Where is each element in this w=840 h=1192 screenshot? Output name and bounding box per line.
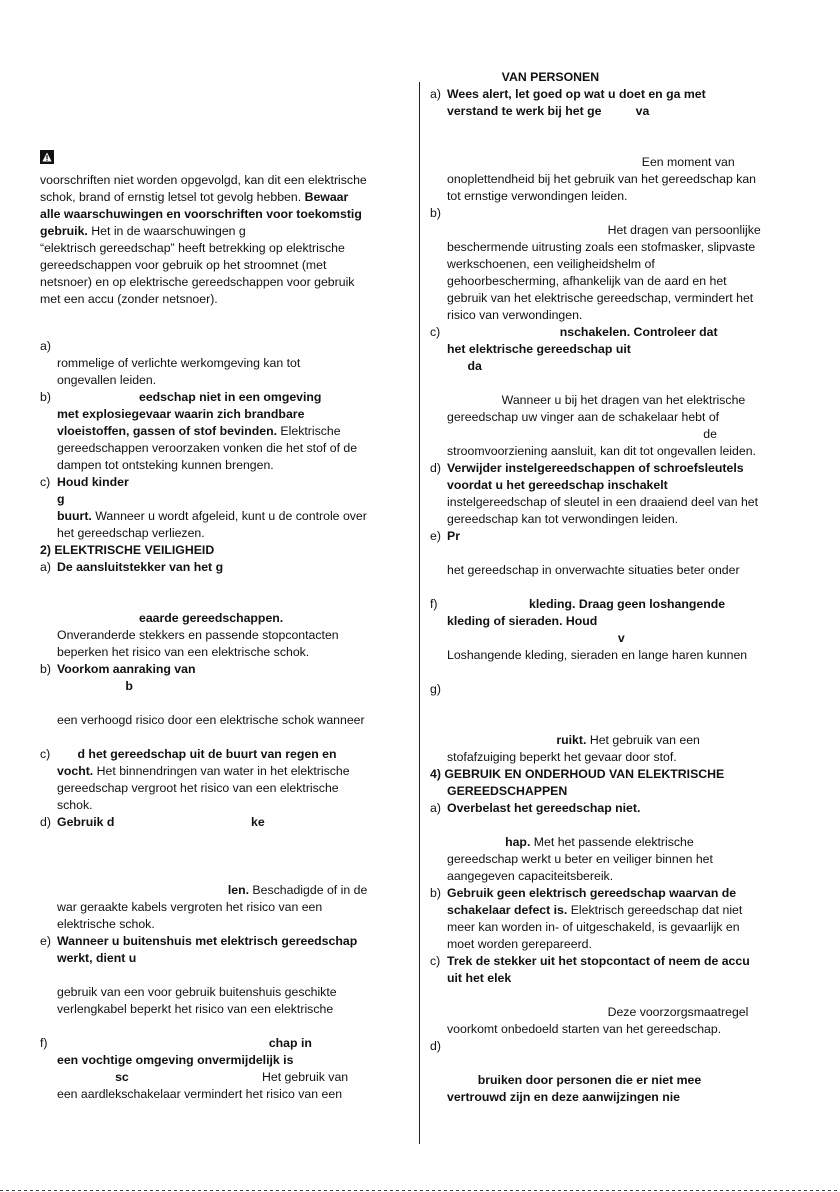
text-line <box>447 494 758 511</box>
body-text: onoplettendheid bij het gebruik van het gereedschap kan <box>447 172 757 186</box>
text-line <box>40 746 337 763</box>
text-line <box>447 1072 701 1089</box>
text-line <box>57 678 133 695</box>
text-line <box>447 868 613 885</box>
body-text: meer kan worden in- of uitgeschakeld, is gevaarlijk en <box>447 920 740 934</box>
body-text: Elektrische <box>277 424 341 438</box>
body-text: elektrische schok. <box>57 917 155 931</box>
text-line <box>430 324 718 341</box>
text-line <box>40 274 354 291</box>
body-text: Loshangende kleding, sieraden en lange haren kunnen <box>447 648 748 662</box>
bold-text: nschakelen. Controleer dat <box>447 325 718 339</box>
text-line <box>447 936 592 953</box>
warning-triangle-icon <box>42 152 52 162</box>
body-text: rommelige of verlichte werkomgeving kan tot <box>57 356 301 370</box>
text-line <box>57 797 93 814</box>
text-line <box>57 525 205 542</box>
text-line <box>447 341 631 358</box>
bold-text: d het gereedschap uit de buurt van regen en <box>57 747 337 761</box>
body-text: gereedschap vergroot het risico van een elektrische <box>57 781 339 795</box>
text-line <box>40 189 348 206</box>
bold-text: voordat u het gereedschap inschakelt <box>447 478 668 492</box>
text-line <box>447 426 717 443</box>
body-text: een aardlekschakelaar vermindert het risico van een <box>57 1087 343 1101</box>
text-line <box>57 491 65 508</box>
item-label: a) <box>430 801 441 815</box>
text-line <box>40 661 196 678</box>
body-text: ongevallen leiden. <box>57 373 157 387</box>
text-line <box>57 984 337 1001</box>
body-text: netsnoer) en op elektrische gereedschappen voor gebruik <box>40 275 355 289</box>
page-bottom-edge <box>0 1190 840 1191</box>
body-text: gereedschappen veroorzaken vonken die het stof of de <box>57 441 358 455</box>
body-text: gehoorbescherming, afhankelijk van de aard en het <box>447 274 727 288</box>
text-line <box>447 562 740 579</box>
body-text: gereedschap uw vinger aan de schakelaar hebt of <box>447 410 720 424</box>
body-text: Het in de waarschuwingen g <box>87 224 246 238</box>
warning-icon <box>40 150 54 164</box>
text-line <box>447 1004 748 1021</box>
bold-text: buurt. <box>57 509 92 523</box>
text-line <box>57 1069 348 1086</box>
text-line <box>447 256 655 273</box>
text-line <box>57 610 283 627</box>
text-line <box>447 613 597 630</box>
text-line <box>430 885 737 902</box>
bold-text: 4) GEBRUIK EN ONDERHOUD VAN ELEKTRISCHE <box>430 767 725 781</box>
text-line <box>447 1089 680 1106</box>
bold-text: eedschap niet in een omgeving <box>57 390 322 404</box>
text-line <box>57 1052 293 1069</box>
bold-text: Trek de stekker uit het stopcontact of neem de accu <box>447 954 750 968</box>
body-text: schok. <box>57 798 93 812</box>
body-text: dampen tot ontsteking kunnen brengen. <box>57 458 274 472</box>
item-label: c) <box>430 954 441 968</box>
bold-text: kleding of sieraden. Houd <box>447 614 598 628</box>
text-line <box>430 460 744 477</box>
bold-text: vertrouwd zijn en deze aanwijzingen nie <box>447 1090 680 1104</box>
item-label: e) <box>40 934 51 948</box>
item-label: a) <box>40 560 51 574</box>
bold-text: vocht. <box>57 764 94 778</box>
item-label: f) <box>40 1036 48 1050</box>
bold-text: uit het elek <box>447 971 512 985</box>
text-line <box>447 239 755 256</box>
body-text: Het dragen van persoonlijke <box>447 223 761 237</box>
text-line <box>447 358 482 375</box>
bold-text: da <box>447 359 482 373</box>
bold-text: Overbelast het gereedschap niet. <box>447 801 641 815</box>
item-label: b) <box>40 662 51 676</box>
text-line <box>430 528 460 545</box>
body-text: beperken het risico van een elektrische schok. <box>57 645 310 659</box>
bold-text: met explosiegevaar waarin zich brandbare <box>57 407 305 421</box>
text-line <box>40 474 129 491</box>
text-line <box>40 206 362 223</box>
text-line <box>447 188 627 205</box>
body-text: Het binnendringen van water in het elektrische <box>93 764 350 778</box>
text-line <box>447 511 678 528</box>
body-text: instelgereedschap of sleutel in een draaiend deel van het <box>447 495 759 509</box>
body-text: moet worden gerepareerd. <box>447 937 592 951</box>
body-text: gereedschappen voor gebruik op het stroomnet (met <box>40 258 327 272</box>
text-line <box>447 783 567 800</box>
body-text: Beschadigde of in de <box>249 883 368 897</box>
body-text: verlengkabel beperkt het risico van een elektrische <box>57 1002 334 1016</box>
body-text: aangegeven capaciteitsbereik. <box>447 869 614 883</box>
text-line <box>57 712 365 729</box>
body-text: schok, brand of ernstig letsel tot gevolg hebben. <box>40 190 305 204</box>
item-label: b) <box>430 886 441 900</box>
text-line <box>447 732 700 749</box>
body-text: war geraakte kabels vergroten het risico van een <box>57 900 323 914</box>
text-line <box>40 933 358 950</box>
text-line <box>447 154 735 171</box>
text-line <box>430 86 706 103</box>
text-line <box>447 392 745 409</box>
column-divider <box>419 82 420 1144</box>
item-label: b) <box>430 206 441 220</box>
body-text: Deze voorzorgsmaatregel <box>447 1005 749 1019</box>
text-line <box>40 389 322 406</box>
body-text: met een accu (zonder netsnoer). <box>40 292 218 306</box>
item-label: g) <box>430 682 441 696</box>
item-label: a) <box>430 87 441 101</box>
bold-text: ruikt. <box>447 733 587 747</box>
body-text: Wanneer u bij het dragen van het elektrische <box>447 393 746 407</box>
text-line <box>57 627 339 644</box>
text-line <box>447 69 599 86</box>
bold-text: GEREEDSCHAPPEN <box>447 784 568 798</box>
text-line <box>40 172 367 189</box>
item-label: e) <box>430 529 441 543</box>
text-line <box>40 240 345 257</box>
bold-text: gebruik. <box>40 224 88 238</box>
text-line <box>57 644 309 661</box>
text-line <box>447 851 713 868</box>
bold-text: sc <box>57 1070 129 1084</box>
text-line <box>57 406 304 423</box>
body-text: een verhoogd risico door een elektrische schok wanneer <box>57 713 365 727</box>
bold-text: chap in <box>57 1036 312 1050</box>
text-line <box>57 355 300 372</box>
body-text: het gereedschap in onverwachte situaties beter onder <box>447 563 740 577</box>
bold-text: Gebruik geen elektrisch gereedschap waarvan de <box>447 886 737 900</box>
bold-text: 2) ELEKTRISCHE VEILIGHEID <box>40 543 215 557</box>
body-text: beschermende uitrusting zoals een stofmasker, slipvaste <box>447 240 756 254</box>
body-text: werkschoenen, een veiligheidshelm of <box>447 257 655 271</box>
item-label: a) <box>40 339 51 353</box>
body-text: voorschriften niet worden opgevolgd, kan dit een elektrische <box>40 173 367 187</box>
item-label: c) <box>430 325 441 339</box>
bold-text: v <box>447 631 625 645</box>
text-line <box>57 440 357 457</box>
bold-text: len. <box>57 883 250 897</box>
bold-text: een vochtige omgeving onvermijdelijk is <box>57 1053 294 1067</box>
item-label: d) <box>430 1039 441 1053</box>
bold-text: Bewaar <box>304 190 349 204</box>
bold-text: werkt, dient u <box>57 951 137 965</box>
text-line <box>40 542 214 559</box>
body-text: Wanneer u wordt afgeleid, kunt u de controle over <box>91 509 367 523</box>
item-label: b) <box>40 390 51 404</box>
text-line <box>447 443 756 460</box>
body-text: Een moment van <box>447 155 735 169</box>
body-text: stofafzuiging beperkt het gevaar door stof. <box>447 750 677 764</box>
text-line <box>447 171 756 188</box>
body-text: Elektrisch gereedschap dat niet <box>567 903 743 917</box>
body-text: Het gebruik van een <box>586 733 700 747</box>
bold-text: Pr <box>447 529 460 543</box>
text-line <box>40 814 265 831</box>
text-line <box>447 970 511 987</box>
text-line <box>57 1001 333 1018</box>
bold-text: kleding. Draag geen loshangende <box>447 597 726 611</box>
text-line <box>57 763 350 780</box>
bold-text: b <box>57 679 133 693</box>
bold-text: vloeistoffen, gassen of stof bevinden. <box>57 424 278 438</box>
body-text: risico van verwondingen. <box>447 308 583 322</box>
bold-text: De aansluitstekker van het g <box>57 560 224 574</box>
bold-text: hap. <box>447 835 531 849</box>
text-line <box>447 919 740 936</box>
text-line <box>57 423 341 440</box>
bold-text: Verwijder instelgereedschappen of schroefsleutels <box>447 461 744 475</box>
text-line <box>57 882 367 899</box>
body-text: voorkomt onbedoeld starten van het gereedschap. <box>447 1022 722 1036</box>
bold-text: eaarde gereedschappen. <box>57 611 284 625</box>
text-line <box>447 222 761 239</box>
text-line <box>447 273 727 290</box>
text-line <box>447 1021 721 1038</box>
text-line <box>57 372 156 389</box>
text-line <box>430 596 726 613</box>
bold-text: g <box>57 492 65 506</box>
body-text: de <box>447 427 717 441</box>
item-label: c) <box>40 747 51 761</box>
bold-text: bruiken door personen die er niet mee <box>447 1073 702 1087</box>
text-line <box>447 307 582 324</box>
bold-text: Gebruik d ke <box>57 815 265 829</box>
text-line <box>447 103 649 120</box>
text-line <box>447 409 719 426</box>
text-line <box>40 223 246 240</box>
body-text: gereedschap werkt u beter en veiliger binnen het <box>447 852 713 866</box>
text-line <box>40 257 326 274</box>
text-line <box>447 647 747 664</box>
body-text: Met het passende elektrische <box>530 835 694 849</box>
bold-text: Voorkom aanraking van <box>57 662 196 676</box>
text-line <box>447 834 694 851</box>
bold-text: Wanneer u buitenshuis met elektrisch gereedschap <box>57 934 358 948</box>
text-line <box>57 457 274 474</box>
body-text: Onveranderde stekkers en passende stopcontacten <box>57 628 339 642</box>
text-line <box>57 780 339 797</box>
text-line <box>40 1035 312 1052</box>
text-line <box>447 630 625 647</box>
text-line <box>430 766 724 783</box>
text-line <box>447 749 677 766</box>
item-label: f) <box>430 597 438 611</box>
item-label: c) <box>40 475 51 489</box>
body-text: gebruik van het elektrische gereedschap, vermindert het <box>447 291 754 305</box>
bold-text: schakelaar defect is. <box>447 903 568 917</box>
item-label: d) <box>430 461 441 475</box>
body-text: Het gebruik van <box>128 1070 349 1084</box>
text-line <box>447 477 668 494</box>
text-line <box>57 508 367 525</box>
text-line <box>57 899 322 916</box>
text-line <box>447 902 742 919</box>
body-text: stroomvoorziening aansluit, kan dit tot ongevallen leiden. <box>447 444 756 458</box>
body-text: tot ernstige verwondingen leiden. <box>447 189 628 203</box>
text-line <box>57 950 136 967</box>
text-line <box>430 953 750 970</box>
text-line <box>40 559 224 576</box>
body-text: het gereedschap verliezen. <box>57 526 205 540</box>
body-text: “elektrisch gereedschap” heeft betrekking op elektrische <box>40 241 345 255</box>
text-line <box>447 290 753 307</box>
text-line <box>40 291 218 308</box>
bold-text: alle waarschuwingen en voorschriften voor toekomstig <box>40 207 362 221</box>
text-line <box>430 800 641 817</box>
bold-text: Wees alert, let goed op wat u doet en ga met <box>447 87 706 101</box>
item-label: d) <box>40 815 51 829</box>
text-line <box>57 916 155 933</box>
bold-text: het elektrische gereedschap uit <box>447 342 631 356</box>
bold-text: verstand te werk bij het ge va <box>447 104 650 118</box>
body-text: gereedschap kan tot verwondingen leiden. <box>447 512 679 526</box>
bold-text: VAN PERSONEN <box>447 70 600 84</box>
text-line <box>57 1086 342 1103</box>
bold-text: Houd kinder <box>57 475 129 489</box>
body-text: gebruik van een voor gebruik buitenshuis geschikte <box>57 985 337 999</box>
